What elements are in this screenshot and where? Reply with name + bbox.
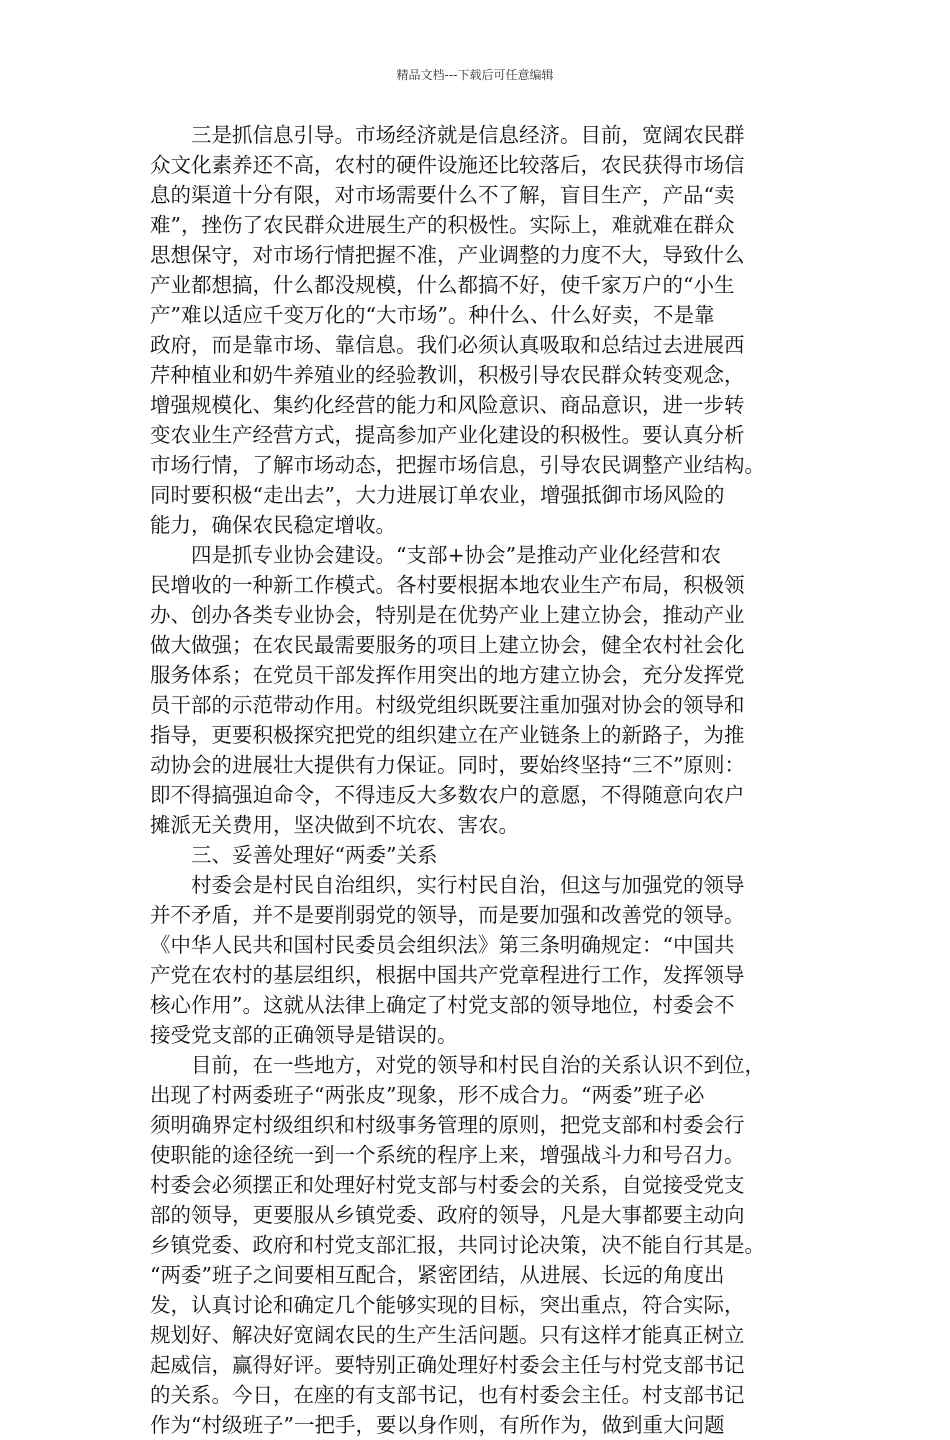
text-line: 村委会是村民自治组织，实行村民自治，但这与加强党的领导 — [150, 873, 745, 897]
text-line: 民增收的一种新工作模式。各村要根据本地农业生产布局，积极领 — [150, 573, 745, 597]
text-line: 增强规模化、集约化经营的能力和风险意识、商品意识，进一步转 — [150, 393, 745, 417]
text-line: 规划好、解决好宽阔农民的生产生活问题。只有这样才能真正树立 — [150, 1323, 745, 1347]
text-line: 员干部的示范带动作用。村级党组织既要注重加强对协会的领导和 — [150, 693, 745, 717]
text-line: 做大做强；在农民最需要服务的项目上建立协会，健全农村社会化 — [150, 633, 745, 657]
text-line: 核心作用”。这就从法律上确定了村党支部的领导地位，村委会不 — [150, 993, 735, 1017]
text-line: 的关系。今日，在座的有支部书记，也有村委会主任。村支部书记 — [150, 1383, 745, 1407]
text-line: 三是抓信息引导。市场经济就是信息经济。目前，宽阔农民群 — [150, 123, 745, 147]
text-line: 产业都想搞，什么都没规模，什么都搞不好，使千家万户的“小生 — [150, 273, 735, 297]
text-line: 变农业生产经营方式，提高参加产业化建设的积极性。要认真分析 — [150, 423, 745, 447]
text-line: 动协会的进展壮大提供有力保证。同时，要始终坚持“三不”原则： — [150, 753, 745, 777]
text-line: 即不得搞强迫命令，不得违反大多数农户的意愿，不得随意向农户 — [150, 783, 745, 807]
text-line: 办、创办各类专业协会，特别是在优势产业上建立协会，推动产业 — [150, 603, 745, 627]
text-line: 使职能的途径统一到一个系统的程序上来，增强战斗力和号召力。 — [150, 1143, 745, 1167]
text-line: 市场行情，了解市场动态，把握市场信息，引导农民调整产业结构。 — [150, 453, 765, 477]
text-line: 四是抓专业协会建设。“支部+协会”是推动产业化经营和农 — [150, 543, 722, 567]
text-line: 乡镇党委、政府和村党支部汇报，共同讨论决策，决不能自行其是。 — [150, 1233, 765, 1257]
text-line: 众文化素养还不高，农村的硬件设施还比较落后，农民获得市场信 — [150, 153, 745, 177]
text-line: 同时要积极“走出去”，大力进展订单农业，增强抵御市场风险的 — [150, 483, 725, 507]
text-line: 能力，确保农民稳定增收。 — [150, 513, 396, 537]
text-line: 村委会必须摆正和处理好村党支部与村委会的关系，自觉接受党支 — [150, 1173, 745, 1197]
page-header: 精品文档---下载后可任意编辑 — [396, 68, 554, 82]
text-line: 接受党支部的正确领导是错误的。 — [150, 1023, 458, 1047]
text-line: 摊派无关费用，坚决做到不坑农、害农。 — [150, 813, 519, 837]
text-line: 并不矛盾，并不是要削弱党的领导，而是要加强和改善党的领导。 — [150, 903, 745, 927]
text-line: 须明确界定村级组织和村级事务管理的原则，把党支部和村委会行 — [150, 1113, 745, 1137]
document-body — [150, 120, 830, 1440]
text-line: 部的领导，更要服从乡镇党委、政府的领导，凡是大事都要主动向 — [150, 1203, 745, 1227]
text-line: 起威信，赢得好评。要特别正确处理好村委会主任与村党支部书记 — [150, 1353, 745, 1377]
section-heading: 三、妥善处理好“两委”关系 — [150, 843, 438, 867]
text-line: 服务体系；在党员干部发挥作用突出的地方建立协会，充分发挥党 — [150, 663, 745, 687]
text-line: 政府，而是靠市场、靠信息。我们必须认真吸取和总结过去进展西 — [150, 333, 745, 357]
text-line: “两委”班子之间要相互配合，紧密团结，从进展、长远的角度出 — [150, 1263, 725, 1287]
text-line: 指导，更要积极探究把党的组织建立在产业链条上的新路子，为推 — [150, 723, 745, 747]
text-line: 作为“村级班子”一把手，要以身作则，有所作为，做到重大问题 — [150, 1413, 725, 1437]
text-line: 发，认真讨论和确定几个能够实现的目标，突出重点，符合实际， — [150, 1293, 745, 1317]
text-line: 目前，在一些地方，对党的领导和村民自治的关系认识不到位， — [150, 1053, 765, 1077]
text-line: 思想保守，对市场行情把握不准，产业调整的力度不大，导致什么 — [150, 243, 745, 267]
text-line: 产党在农村的基层组织，根据中国共产党章程进行工作，发挥领导 — [150, 963, 745, 987]
text-line: 《中华人民共和国村民委员会组织法》第三条明确规定：“中国共 — [150, 933, 735, 957]
text-line: 产”难以适应千变万化的“大市场”。种什么、什么好卖，不是靠 — [150, 303, 715, 327]
text-line: 出现了村两委班子“两张皮”现象，形不成合力。“两委”班子必 — [150, 1083, 705, 1107]
text-line: 芹种植业和奶牛养殖业的经验教训，积极引导农民群众转变观念， — [150, 363, 745, 387]
text-line: 息的渠道十分有限，对市场需要什么不了解，盲目生产，产品“卖 — [150, 183, 735, 207]
text-line: 难”，挫伤了农民群众进展生产的积极性。实际上，难就难在群众 — [150, 213, 735, 237]
